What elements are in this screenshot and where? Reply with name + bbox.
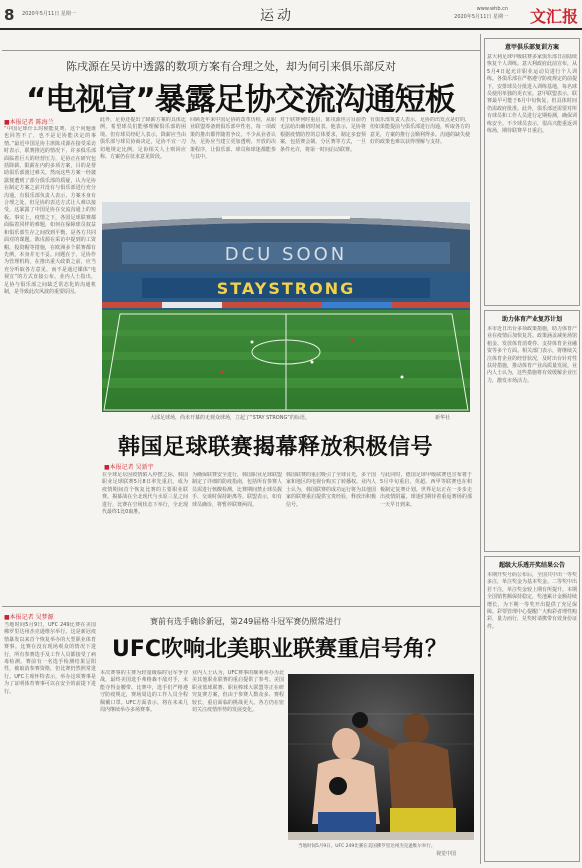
pub-url: www.whb.cn (476, 6, 508, 12)
ufc-byline: ■本报记者 吴梦源 (4, 614, 54, 621)
right-box-1-body: 意大利足球甲级联赛多家俱乐部日前陆续恢复个人训练。意大利政府此前宣布，从5月4日起允许职业运动员进行个人训练。各俱乐部在严格遵守防疫规定的前提下，安排球员分批进入训练基地，每名球员使用单独的更衣室。意甲联盟表示，联赛最早可能于6月中旬恢复，但具体时间仍需政府批准。此外，俱乐部还需要对所有球员和工作人员进行定期检测，确保训练安全。不少球员表示，很高兴能重返训练场，期待联赛早日重启。 (487, 54, 577, 135)
ufc-photo-caption: 当地时间5月9日，UFC 249比赛在美国佛罗里达州杰克逊维尔举行。 (298, 844, 436, 849)
main-body-col5: 有俱乐部负责人表示，足协的出发点是好的，但如果能提前与俱乐部进行沟通，听取各方的意见，方案的推行会顺利得多。沟通的缺失使好的政策也难以获得理解与支持。 (370, 117, 470, 146)
masthead (0, 0, 582, 30)
second-body-col1: 在全球足坛因疫情陷入停摆之际，韩国职业足球联赛5月8日率先重启，成为疫情期间首个恢复比赛的主要职业联赛。揭幕战在全北现代与水原三星之间进行，比赛在空场状态下举行，全北现代最终1比0取胜。 (102, 472, 188, 516)
main-body-col3: 回顾近年来中国足协的改革历程，从职业联盟筹备到俱乐部中性名，每一项政策的推出都伴随着争议。不少从业者认为，足协应当建立更加透明、开放的决策程序，让俱乐部、球员和球迷都能参与其中。 (190, 117, 276, 161)
main-headline: “电视宣”暴露足协交流沟通短板 (26, 82, 455, 118)
stadium-seat-lettering: DCU SOON (224, 244, 348, 265)
ufc-headline: UFC吹响北美职业联赛重启号角？ (112, 637, 448, 662)
pub-date: 2020年5月11日 星期一 (454, 14, 508, 20)
page-number: 8 (4, 6, 15, 24)
right-box-3-title: 超级大乐透开奖结果公告 (498, 562, 565, 569)
right-box-1-title: 意甲俱乐部复训方案 (504, 44, 559, 51)
ufc-fight-photo (288, 674, 474, 840)
stadium-photo-credit: 新华社 (435, 415, 451, 421)
main-kicker: 陈戌源在吴访中透露的数项方案有合理之处，却为何引来俱乐部反对 (66, 60, 396, 73)
stadium-photo-caption: 大邱足球场，尚未开幕的无观众球场，立起了“STAY STRONG”的标语。 (150, 415, 310, 421)
right-box-2-title: 助力体育产业复苏计划 (501, 316, 562, 323)
stadium-photo (102, 202, 470, 412)
stay-strong-banner: STAYSTRONG (216, 279, 356, 298)
ufc-body-col3: 业内人士认为，UFC赛事的顺利举办为北美其他职业联赛的重启提供了参考。美国职业篮球联赛、职业棒球大联盟等正在研究复赛方案，但由于参赛人数众多、赛程较长，重启面临的挑战更大。各方仍在密切关注疫情形势的发展变化。 (192, 670, 284, 714)
right-box-2-body: 本市近日出台多项政策措施，助力体育产业在疫情后加快复苏。政策涵盖减免场馆租金、发放体育消费券、支持体育企业融资等多个方面。相关部门表示，将继续关注体育企业的经营状况，及时出台针对性扶持措施，推动体育产业高质量发展。业内人士认为，这些措施将有效缓解企业压力，激发市场活力。 (487, 326, 577, 384)
main-body-col1: “中国足球什么时候能复赛，这个问题谁也回答不了，也不是足协能决定的事情。”最近中国足协主席陈戌源在接受采访时表示，联赛推迟的情况下，许多俱乐部面临着巨大的经营压力，足协正在研究包括降薪、限薪在内的多项方案，目的是帮助俱乐部渡过难关。然而这些方案一经披露便遭到了部分俱乐部的质疑，认为足协在制定方案之前并没有与俱乐部进行充分沟通。有俱乐部负责人表示，方案本身有合理之处，但足协的表达方式让人难以接受，这暴露了中国足协在交流沟通上的短板。事实上，疫情之下，各国足球联赛都面临着同样的难题，如何在保障球员权益和俱乐部生存之间找到平衡，是各方共同面对的课题。陈戌源在采访中提到的工资帽、投资帽等措施，在欧洲多个联赛都有先例，本身并无不妥。问题在于，足协作为管理机构，在推出重大政策之前，应当充分听取各方意见，而不是通过媒体“电视宣”的方式直接公布。业内人士指出，足协与俱乐部之间缺乏常态化的沟通机制，是导致此次风波的重要原因。 (4, 126, 96, 295)
second-body-col4: 与此同时，德国足球甲级联赛也宣布将于5月中旬重启，英超、西甲等联赛也在积极制定复赛计划。世界足坛正在一步步走出疫情阴霾，球迷们期待着重返赛场的那一天早日到来。 (380, 472, 472, 508)
ufc-body-col2: 本次赛事的主赛为轻量级临时冠军争夺战，最终美国选手弗格森不敌对手，未能夺得金腰带。比赛中，选手们严格遵守防疫规定，赛场周边的工作人员全程佩戴口罩。UFC方面表示，将在未来几周内继续举办多场赛事。 (100, 670, 188, 714)
second-headline: 韩国足球联赛揭幕释放积极信号 (118, 435, 434, 460)
ufc-fight-illustration (288, 674, 474, 840)
ufc-photo-credit: 视觉中国 (436, 851, 457, 857)
second-body-col2: 为确保联赛安全进行，韩国职业足球联盟制定了详细的防疫指南，包括所有参赛人员需进行核酸检测，比赛期间禁止球员握手、交谈时保持距离等。联盟表示，如有球员确诊，将暂停联赛两周。 (192, 472, 282, 508)
second-body-col3: 韩国联赛的重启吸引了全球目光，多个国家和地区的电视台购买了转播权。业内人士认为，韩国联赛的成功运行将为其他国家的联赛重启提供宝贵经验，释放出积极信号。 (286, 472, 376, 508)
page-date: 2020年5月11日 星期一 (22, 11, 76, 17)
section-title: 运动 (260, 8, 294, 24)
main-top-rule (2, 50, 480, 51)
main-body-col2: 此外，足协还提出了降薪方案的具体比例，希望球员们能够理解俱乐部的困境。但有球员经纪人表示，降薪应当由俱乐部与球员协商决定，足协不宜一刀切地规定比例。足协相关人士则回应称，方案仍在征求意见阶段。 (100, 117, 186, 161)
publication-info (454, 5, 508, 21)
right-box-3-body: 本期开奖号码公布后，全国共中出一等奖多注，单注奖金为基本奖金。二等奖中出若干注，单注奖金较上期有所提升。本期全国销售额保持稳定，奖池累计金额持续增长，为下期一等奖开出提供了充足保障。彩票管理中心提醒广大购彩者理性购彩，量力而行，兑奖时请携带有效身份证件。 (487, 572, 577, 630)
ufc-kicker: 赛前有选手确诊新冠，第249届格斗冠军赛仍照常进行 (150, 617, 342, 626)
paper-logo: 文汇报 (529, 7, 578, 26)
main-body-col4: 对于联赛何时重启，陈戌源坦言目前仍无法给出确切时间表。他表示，足协将根据疫情防控的总体要求，制定多套预案，包括赛会制、分区赛等方式，一旦条件允许，将第一时间启动联赛。 (280, 117, 366, 153)
stadium-illustration (102, 202, 470, 412)
ufc-body-col1: 当地时间5月9日，UFC 249比赛在美国佛罗里达州杰克逊维尔举行，这是新冠疫情暴发以来首个恢复举办的大型职业体育赛事。比赛在没有现场观众的情况下进行，所有参赛选手及工作人员都接受了病毒检测。赛前有一名选手检测结果呈阳性，被取消参赛资格，但比赛仍然照常进行。UFC主席怀特表示，举办这项赛事是为了证明体育赛事可以在安全的前提下进行。 (4, 622, 96, 695)
second-byline: ■本报记者 吴新宇 (104, 464, 154, 471)
column-rule (480, 34, 481, 864)
main-byline: ■本报记者 陈海兰 (4, 119, 54, 126)
